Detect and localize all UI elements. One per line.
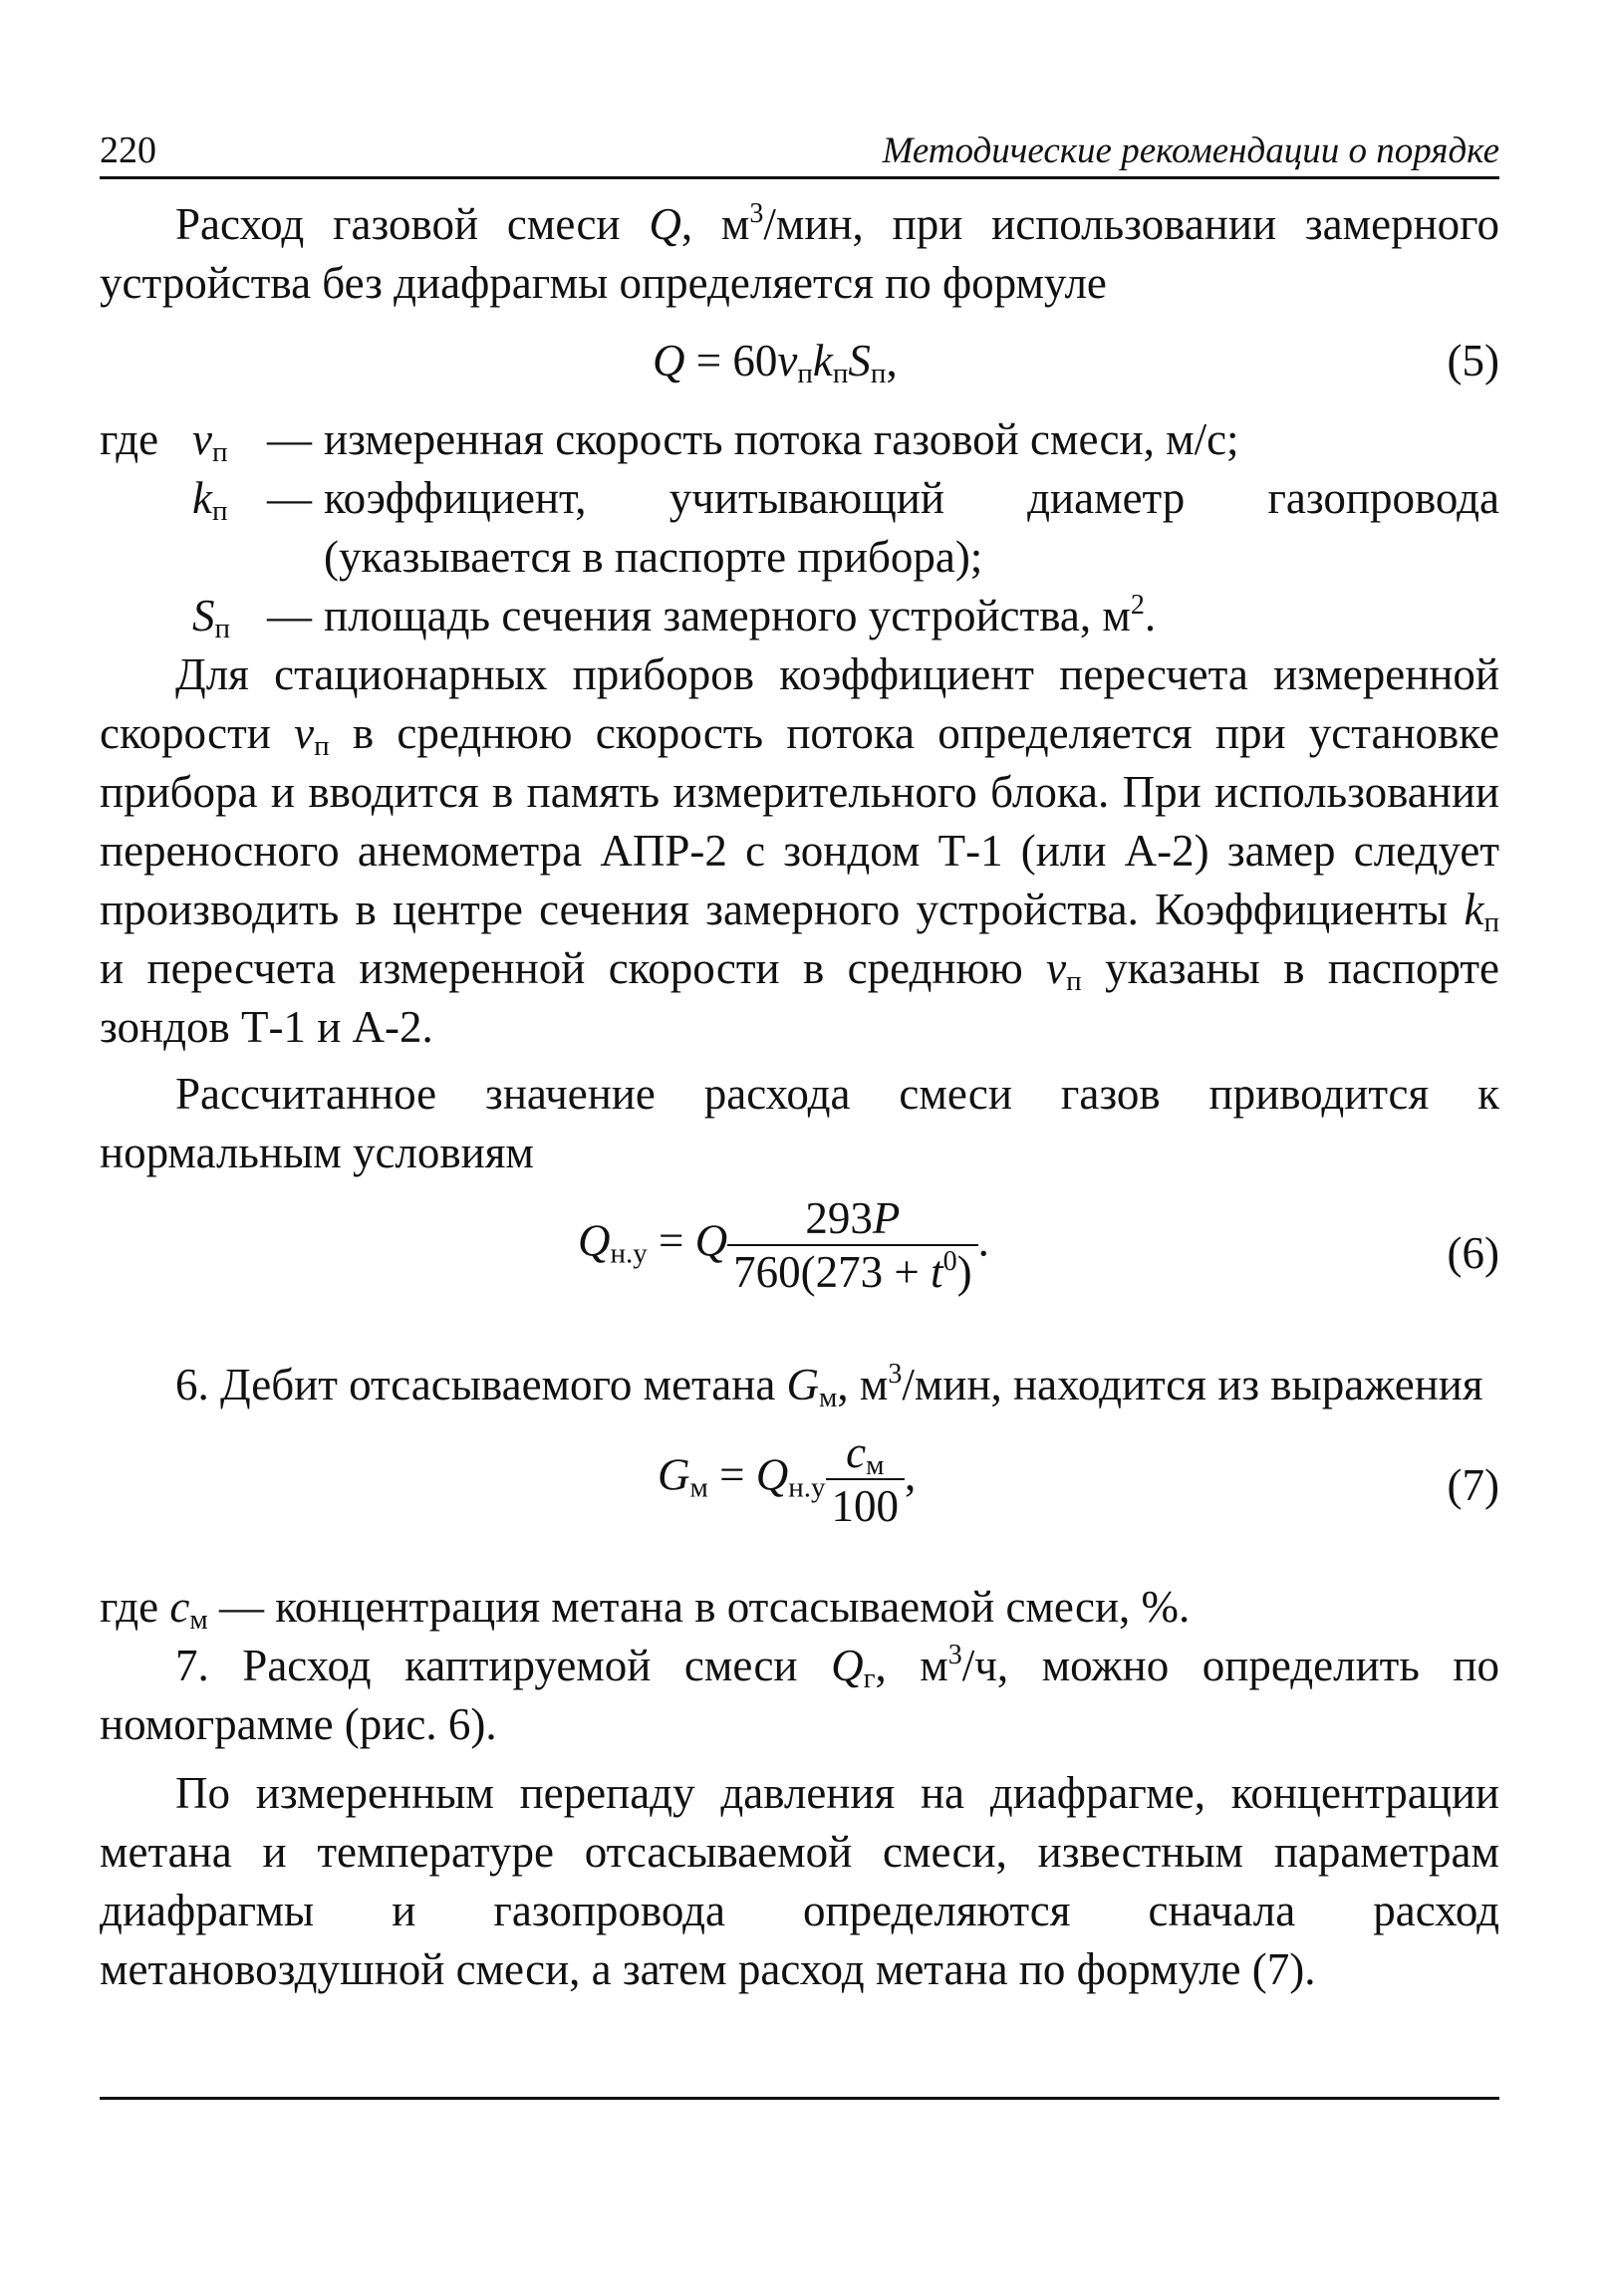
paragraph-concentration-def: где $c_м$ — концентрация метана в отсасываемой смеси, %. [100, 1582, 1191, 1636]
fraction-6-denominator: $760(273 + t^0)$ [727, 1244, 977, 1298]
page-number: 220 [100, 129, 156, 171]
definition-v [100, 410, 1499, 469]
definition-symbol: $S_п$ [192, 591, 231, 644]
definition-text: измеренная скорость потока газовой смеси, м/с; [324, 414, 1239, 464]
formula-5 [100, 313, 1499, 410]
definition-text: коэффициент, учитывающий диаметр газопровода (указывается в паспорте прибора); [324, 473, 1499, 582]
definition-k [100, 469, 1499, 587]
paragraph-normal-conditions: Рассчитанное значение расхода смеси газов приводится к нормальным условиям [100, 1069, 1499, 1177]
running-title: Методические рекомендации о порядке [882, 130, 1499, 171]
paragraph-gas-flow: Расход газовой смеси Q, $м^3$/мин, при использовании замерного устройства без диафрагмы определяется по формуле [100, 198, 1499, 308]
formula-5-expression: $Q = 60v_пk_пS_п$, [653, 336, 898, 389]
footer-rule [100, 2097, 1499, 2100]
definition-dash: — [267, 591, 312, 640]
formula-7-expression: $G_м = Q_{н.у}$ $\frac{c_м}{100}$ , [658, 1427, 917, 1531]
definition-dash: — [267, 414, 312, 464]
formula-6 [100, 1182, 1499, 1332]
fraction-6-numerator: 293P [805, 1193, 901, 1243]
fraction-7-denominator: 100 [826, 1478, 906, 1532]
definition-s [100, 587, 1499, 645]
definition-symbol: $v_п$ [192, 414, 228, 468]
fraction-7-numerator: $c_м$ [846, 1427, 885, 1481]
definition-text: площадь сечения замерного устройства, $м^2$. [324, 590, 1157, 640]
formula-6-expression: $Q_{н.у} = Q$ $\frac{293P}{760(273 + t^0)}$ . [578, 1193, 989, 1297]
fraction-6 [727, 1192, 977, 1298]
fraction-7 [826, 1426, 906, 1532]
definition-dash: — [267, 473, 312, 523]
definition-symbol: $k_п$ [192, 473, 228, 527]
where-label: где [100, 414, 159, 464]
equation-number-6: (6) [1447, 1228, 1499, 1278]
definitions-formula-5 [100, 410, 1499, 645]
equation-number-7: (7) [1447, 1460, 1499, 1510]
paragraph-captured-mixture: 7. Расход каптируемой смеси $Q_г$, $м^3/ч$, можно определить по номограмме (рис. 6). [100, 1640, 1499, 1749]
equation-number-5: (5) [1447, 336, 1499, 385]
running-header [100, 115, 1499, 179]
paragraph-methane-debit: 6. Дебит отсасываемого метана $G_м$, $м^3$/мин, находится из выражения [175, 1359, 1483, 1413]
paragraph-measured-pressure: По измеренным перепаду давления на диафрагме, концентрации метана и температуре отсасываемой смеси, известным параметрам диафрагмы и газопровода определяются сначала расход метановоздушной смеси, а затем расход метана по формуле (7). [100, 1768, 1499, 1994]
formula-7 [100, 1414, 1499, 1564]
page [100, 115, 1499, 1999]
paragraph-stationary-devices: Для стационарных приборов коэффициент пересчета измеренной скорости $v_п$ в среднюю скорость потока определяется при установке прибора и вводится в память измерительного блока. При использовании переносного анемометра АПР-2 с зондом Т-1 (или А-2) замер следует производить в центре сечения замерного устройства. Коэффициенты $k_п$ и пересчета измеренной скорости в среднюю $v_п$ указаны в паспорте зондов Т-1 и А-2. [100, 649, 1499, 1052]
